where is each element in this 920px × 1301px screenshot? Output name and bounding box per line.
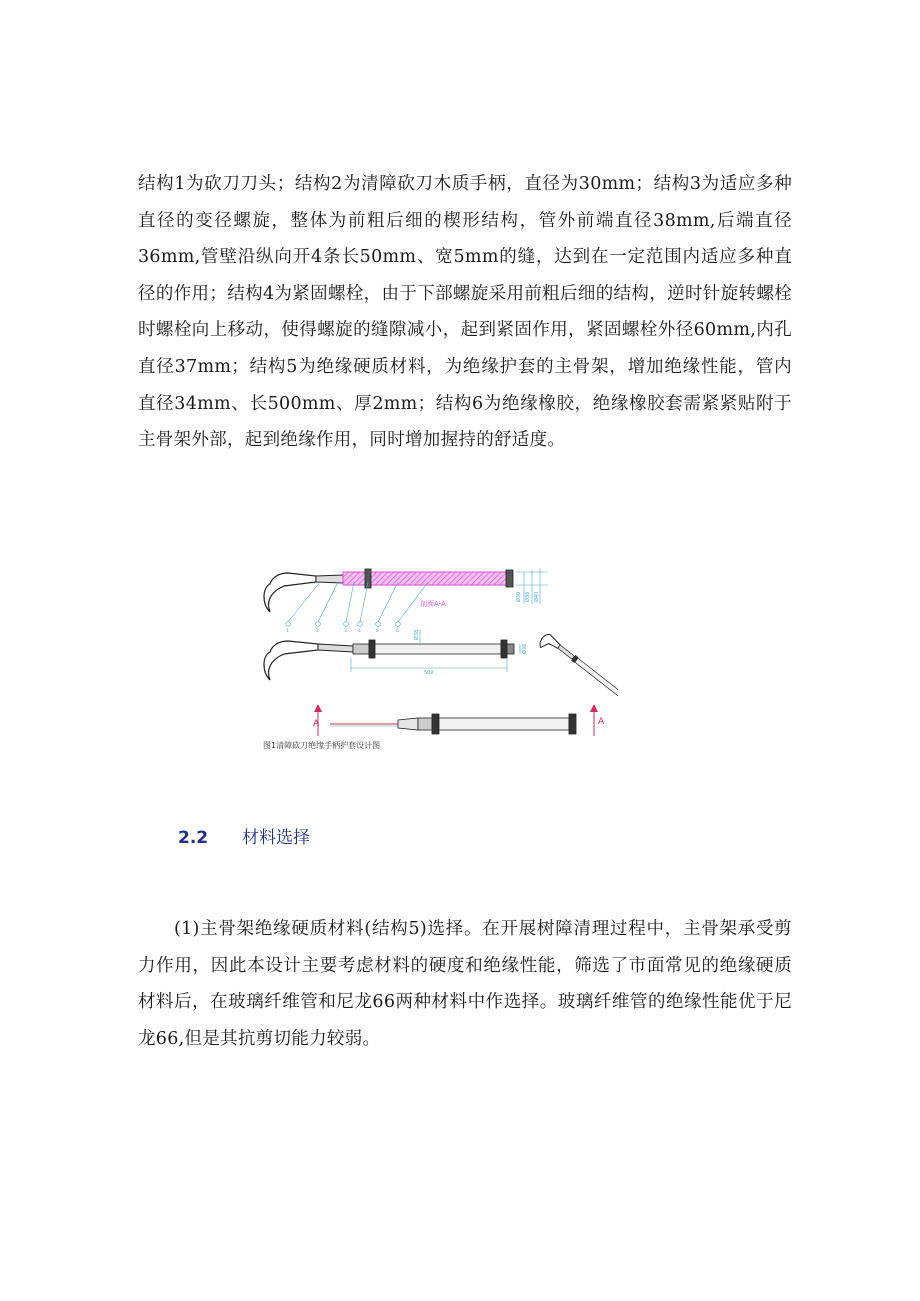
- callout-2: 2: [316, 629, 319, 634]
- variable-thread-front: [353, 644, 369, 654]
- callout-1: 1: [286, 629, 289, 634]
- callout-4: 4: [358, 629, 361, 634]
- handle-bottom: [398, 718, 418, 730]
- dim-a-label: Ø30: [516, 591, 522, 602]
- marker-a-right: A: [598, 717, 605, 727]
- inner-dim-label: Ø38: [414, 629, 420, 640]
- section-heading: [178, 823, 310, 848]
- front-view: [264, 630, 528, 680]
- section-number: 2.2: [178, 828, 209, 848]
- callout-5: 5: [376, 629, 379, 634]
- nut-bottom-left: [432, 714, 439, 734]
- callout-6: 6: [396, 629, 399, 634]
- blade-head-top: [264, 573, 316, 612]
- section-view: [264, 568, 548, 634]
- handle-sleeve-drawing: [258, 560, 618, 760]
- blade-head-front: [264, 641, 318, 680]
- outer-dim-label: Ø36: [522, 643, 528, 654]
- sleeve-bottom: [439, 718, 569, 730]
- nut-front-right: [501, 640, 507, 658]
- callout-3: 3: [344, 629, 347, 634]
- wood-handle-front: [318, 644, 353, 652]
- material-selection-paragraph: (1)主骨架绝缘硬质材料(结构5)选择。在开展树障清理过程中，主骨架承受剪力作用，因此本设计主要考虑材料的硬度和绝缘性能，筛选了市面常见的绝缘硬质材料后，在玻璃纤维管和尼龙66两种材料中作选择。玻璃纤维管的绝缘性能优于尼龙66,但是其抗剪切能力较弱。: [138, 919, 792, 1049]
- dim-b-label: Ø36: [525, 591, 531, 602]
- nut-front-left: [369, 640, 375, 658]
- structure-description-paragraph: 结构1为砍刀刀头；结构2为清障砍刀木质手柄，直径为30mm；结构3为适应多种直径的变径螺旋，整体为前粗后细的楔形结构，管外前端直径38mm,后端直径36mm,管壁沿纵向开4条长50mm、宽5mm的缝，达到在一定范围内适应多种直径的作用；结构4为紧固螺栓，由于下部螺旋采用前粗后细的结构，逆时针旋转螺栓时螺栓向上移动，使得螺旋的缝隙减小，起到紧固作用，紧固螺栓外径60mm,内孔直径37mm；结构5为绝缘硬质材料，为绝缘护套的主骨架，增加绝缘性能，管内直径34mm、长500mm、厚2mm；结构6为绝缘橡胶，绝缘橡胶套需紧紧贴附于主骨架外部，起到绝缘作用，同时增加握持的舒适度。: [138, 174, 792, 451]
- end-cap-front: [507, 644, 514, 654]
- marker-a-left: A: [313, 719, 320, 729]
- wood-handle-top: [316, 575, 343, 583]
- dim-c-label: Ø40: [534, 591, 540, 602]
- section-label: 剖面A-A: [420, 600, 446, 608]
- end-cap-top: [506, 570, 513, 587]
- length-label: 500: [424, 670, 434, 676]
- bottom-view: [313, 704, 605, 736]
- nut-top-left: [365, 569, 371, 588]
- design-figure: [258, 560, 618, 760]
- figure-caption: 图1清障砍刀绝缘手柄护套设计图: [263, 741, 381, 750]
- sleeve-front: [375, 644, 501, 654]
- section-title: 材料选择: [242, 828, 310, 848]
- isometric-view: [537, 632, 618, 713]
- nut-bottom-right: [569, 714, 576, 734]
